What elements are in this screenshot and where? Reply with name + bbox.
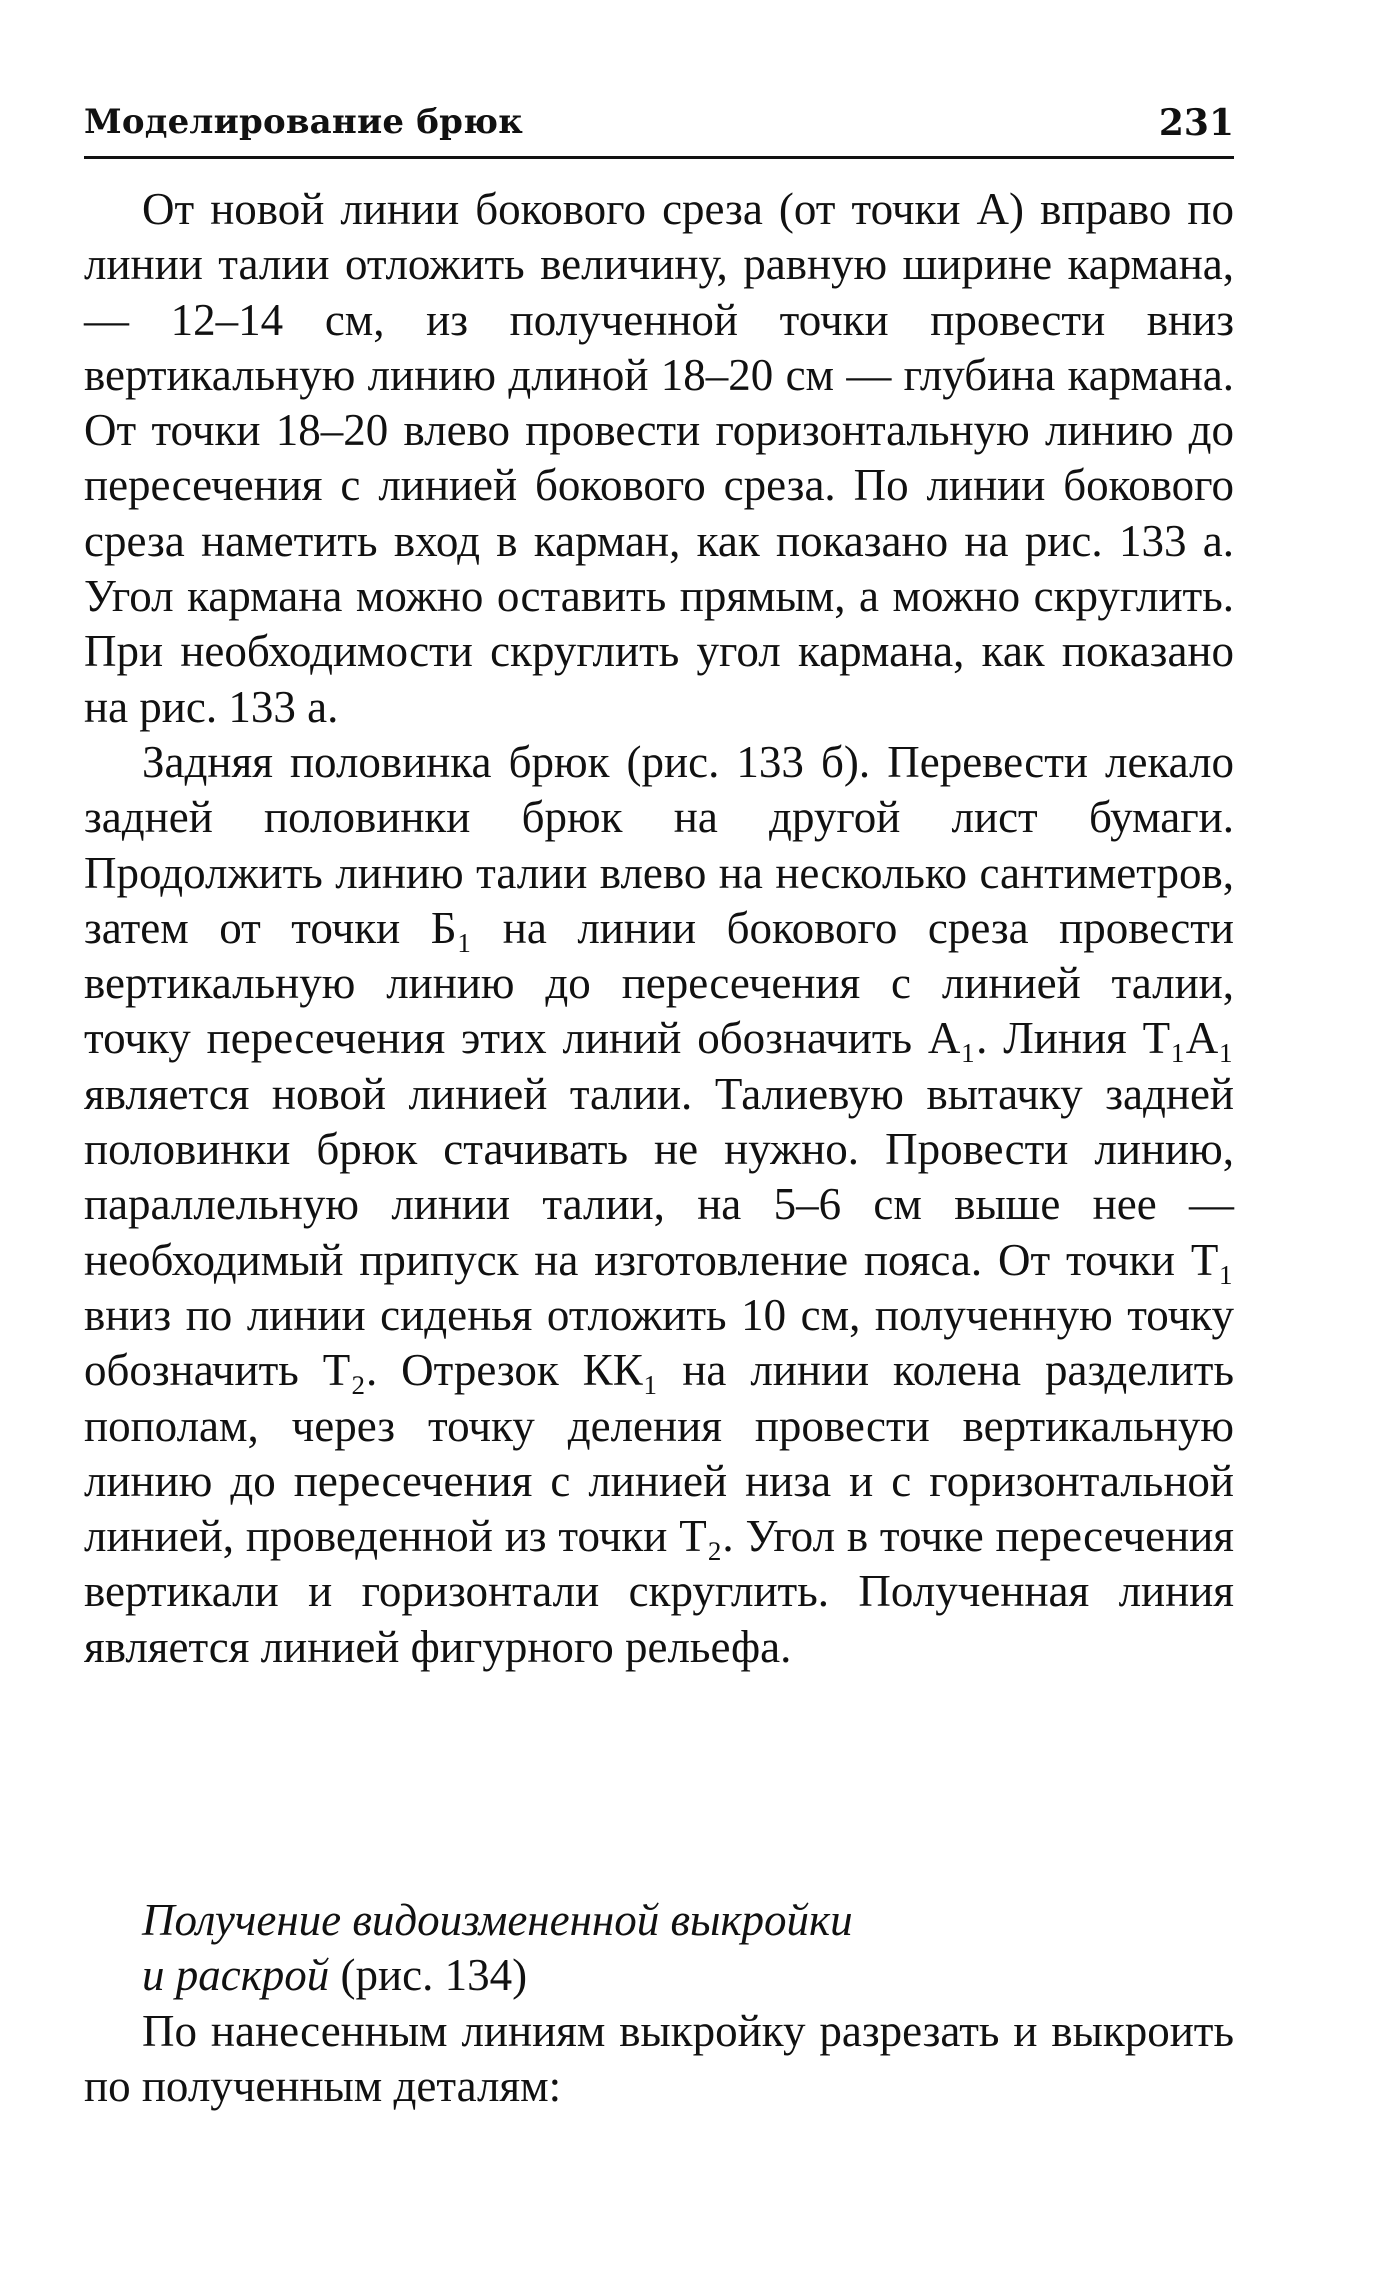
main-text xyxy=(84,182,1234,1675)
section-heading-line-1: Получение видоизмененной выкройки xyxy=(142,1895,853,1945)
section-heading xyxy=(142,1893,1232,2004)
paragraph-front-pocket: От новой линии бокового среза (от точки А) вправо по линии талии отложить величину, равную ширине кармана, — 12–14 см, из полученной точки провести вниз вертикальную линию длиной 18–20 см — глубина кармана. От точки 18–20 влево провести горизонтальную линию до пересечения с линией бокового среза. По линии бокового среза наметить вход в карман, как показано на рис. 133 а. Угол кармана можно оставить прямым, а можно скруглить. При необходимости скруглить угол кармана, как показано на рис. 133 а. xyxy=(84,184,1234,732)
section-heading-line-2 xyxy=(142,1948,1232,2003)
closing-text xyxy=(84,2004,1234,2115)
running-header xyxy=(84,98,1234,159)
paragraph-back-half: Задняя половинка брюк (рис. 133 б). Перевести лекало задней половинки брюк на другой лист бумаги. Продолжить линию талии влево на несколько сантиметров, затем от точки Б₁ на линии бокового среза провести вертикальную линию до пересечения с линией талии, точку пересечения этих линий обозначить А₁. Линия Т₁А₁ является новой линией талии. Талиевую вытачку задней половинки брюк стачивать не нужно. Провести линию, параллельную линии талии, на 5–6 см выше нее — необходимый припуск на изготовление пояса. От точки Т₁ вниз по линии сиденья отложить 10 см, полученную точку обозначить Т₂. Отрезок КК₁ на линии колена разделить пополам, через точку деления провести вертикальную линию до пересечения с линией низа и с горизонтальной линией, проведенной из точки Т₂. Угол в точке пересечения вертикали и горизонтали скруглить. Полученная линия является линией фигурного рельефа. xyxy=(84,736,1234,1672)
section-heading-italic-part: и раскрой xyxy=(142,1950,330,2001)
running-title: Моделирование брюк xyxy=(84,102,523,142)
page-number: 231 xyxy=(1158,102,1234,144)
section-heading-figure-ref: (рис. 134) xyxy=(329,1950,528,2001)
paragraph-closing: По нанесенным линиям выкройку разрезать и выкроить по полученным деталям: xyxy=(84,2006,1234,2112)
